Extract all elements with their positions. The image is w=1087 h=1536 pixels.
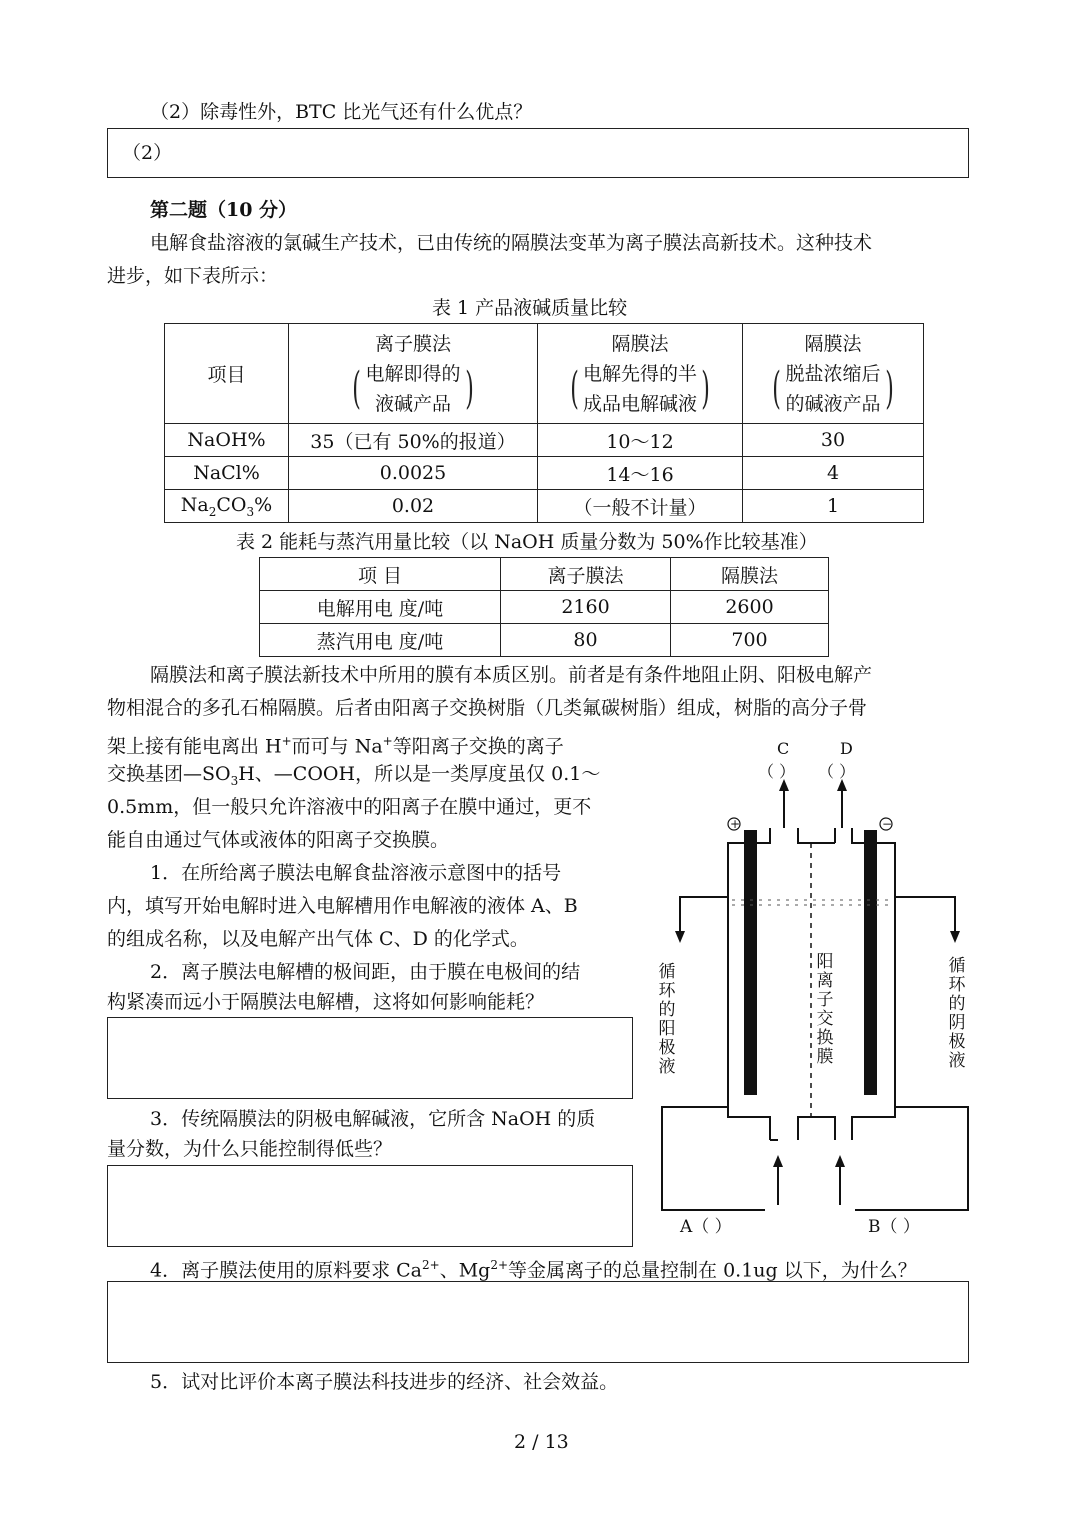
sup-2plus-a: 2+: [422, 1258, 440, 1272]
t2-r2-c1: 80: [501, 624, 671, 657]
sup-2plus-b: 2+: [490, 1258, 509, 1272]
minus-sign: −: [882, 817, 893, 831]
sub-so3: 3: [230, 773, 239, 788]
rv-0: 循: [948, 956, 966, 976]
arrow-b: [835, 1155, 845, 1167]
anode-plate: [744, 830, 757, 1095]
lv-2: 的: [658, 1000, 676, 1020]
t1-r3-c2: （一般不计量）: [538, 490, 743, 523]
paren-c[interactable]: （ ）: [758, 762, 796, 781]
t1-r2-c0: NaCl%: [165, 457, 289, 490]
answer-label: （2）: [122, 142, 173, 164]
lv-4: 极: [658, 1038, 676, 1058]
q3-line-1: 3．传统隔膜法的阴极电解碱液，它所含 NaOH 的质: [150, 1108, 596, 1130]
para-line-4: [107, 762, 600, 793]
para-l3a: 架上接有能电离出 H: [107, 735, 282, 758]
pct-text: %: [254, 493, 273, 516]
t1-r1-c1: 35（已有 50%的报道）: [289, 424, 538, 457]
para-line-5: 0.5mm，但一般只允许溶液中的阳离子在膜中通过，更不: [107, 796, 592, 818]
left-vertical-label: [656, 963, 678, 1077]
rv-1: 环: [948, 975, 966, 995]
t2-r1-c2: 2600: [671, 591, 829, 624]
arrow-right-out: [950, 931, 960, 943]
sup-plus-2: +: [382, 734, 393, 748]
t1-col1-l1: 电解即得的: [365, 362, 461, 385]
t2-h0: 项 目: [260, 558, 501, 591]
mv-5: 膜: [816, 1047, 834, 1067]
t1-col1-title: 离子膜法: [374, 332, 451, 355]
left-loop: [662, 1107, 765, 1210]
para-l4c: H、—COOH，所以是一类厚度虽仅 0.1～: [238, 763, 601, 785]
arrow-left-out: [675, 931, 685, 943]
t2-h1: 离子膜法: [501, 558, 671, 591]
answer-box-q3[interactable]: [107, 1165, 633, 1247]
t1-col0: 项目: [165, 324, 289, 424]
label-a[interactable]: A（ ）: [680, 1217, 732, 1237]
t1-r1-c3: 30: [743, 424, 924, 457]
table-2: [259, 557, 829, 657]
sub-3: 3: [246, 504, 255, 519]
q4-a: 4．离子膜法使用的原料要求 Ca: [150, 1259, 422, 1282]
q2-line-1: 2．离子膜法电解槽的极间距，由于膜在电极间的结: [150, 961, 581, 983]
table-1: [164, 323, 924, 523]
left-outflow: [680, 897, 728, 935]
q1-line-1: 1．在所给离子膜法电解食盐溶液示意图中的括号: [150, 862, 562, 884]
na-text: Na: [180, 493, 209, 516]
mv-2: 子: [816, 990, 834, 1010]
q4-e: 等金属离子的总量控制在 0.1ug 以下，为什么？: [508, 1259, 917, 1282]
mv-4: 换: [816, 1028, 834, 1048]
section-title: 第二题（10 分）: [150, 199, 298, 221]
arrow-a: [773, 1155, 783, 1167]
t1-col2-l1: 电解先得的半: [582, 362, 697, 385]
right-loop: [855, 1107, 968, 1210]
t1-r2-c2: 14～16: [538, 457, 743, 490]
label-c: C: [777, 739, 790, 758]
intro-line-2: 进步，如下表所示：: [107, 265, 279, 287]
t1-col3-l2: 的碱液产品: [785, 392, 881, 415]
rv-4: 极: [948, 1032, 966, 1052]
q1-line-3: 的组成名称，以及电解产出气体 C、D 的化学式。: [107, 928, 529, 950]
intro-line-1: 电解食盐溶液的氯碱生产技术，已由传统的隔膜法变革为离子膜法高新技术。这种技术: [150, 232, 873, 254]
mv-3: 交: [816, 1009, 834, 1029]
para-l3e: 等阳离子交换的离子: [392, 735, 564, 758]
t1-r1-c0: NaOH%: [165, 424, 289, 457]
t1-r1-c2: 10～12: [538, 424, 743, 457]
plus-sign: +: [730, 817, 741, 831]
q3-line-2: 量分数，为什么只能控制得低些？: [107, 1138, 393, 1160]
t2-h2: 隔膜法: [671, 558, 829, 591]
para-l3c: 而可与 Na: [291, 735, 383, 758]
mid-vertical-label: [814, 953, 836, 1067]
t2-r2-c2: 700: [671, 624, 829, 657]
lv-1: 环: [658, 981, 676, 1001]
rv-5: 液: [948, 1051, 966, 1071]
t1-r3-c3: 1: [743, 490, 924, 523]
t1-col3-title: 隔膜法: [804, 332, 862, 355]
label-d: D: [840, 739, 853, 758]
electrolysis-diagram: [650, 735, 980, 1245]
t1-r3-c0: [165, 490, 289, 523]
page-number: 2 / 13: [514, 1431, 569, 1453]
t1-col1: 离子膜法 ( 电解即得的 液碱产品 ): [289, 324, 538, 424]
lv-5: 液: [658, 1057, 676, 1077]
answer-box-q2[interactable]: [107, 1017, 633, 1099]
t2-r1-c1: 2160: [501, 591, 671, 624]
t1-r2-c3: 4: [743, 457, 924, 490]
table2-caption: 表 2 能耗与蒸汽用量比较（以 NaOH 质量分数为 50%作比较基准）: [236, 531, 818, 553]
cathode-plate: [864, 830, 877, 1095]
label-b[interactable]: B（ ）: [868, 1217, 920, 1237]
para-line-3: [107, 729, 564, 758]
q5-line: 5．试对比评价本离子膜法科技进步的经济、社会效益。: [150, 1371, 619, 1393]
table1-caption: 表 1 产品液碱质量比较: [432, 297, 628, 319]
mv-1: 离: [816, 971, 834, 991]
q4-c: 、Mg: [439, 1259, 491, 1282]
t2-r1-c0: 电解用电 度/吨: [260, 591, 501, 624]
t1-r2-c1: 0.0025: [289, 457, 538, 490]
answer-box-q4[interactable]: [107, 1281, 969, 1363]
t1-col2-title: 隔膜法: [611, 332, 669, 355]
co-text: CO: [216, 493, 247, 516]
para-line-1: 隔膜法和离子膜法新技术中所用的膜有本质区别。前者是有条件地阻止阴、阳极电解产: [150, 664, 873, 686]
tank-top-left-a: [798, 828, 808, 843]
q4-line: [150, 1253, 917, 1282]
para-line-6: 能自由通过气体或液体的阳离子交换膜。: [107, 829, 450, 851]
para-l4a: 交换基团—SO: [107, 763, 231, 785]
right-outflow: [895, 897, 955, 935]
paren-d[interactable]: （ ）: [818, 762, 856, 781]
q1-line-2: 内，填写开始电解时进入电解槽用作电解液的液体 A、B: [107, 895, 578, 917]
q2-line-2: 构紧凑而远小于隔膜法电解槽，这将如何影响能耗？: [107, 991, 545, 1013]
right-vertical-label: [946, 957, 968, 1071]
rv-2: 的: [948, 994, 966, 1014]
t1-col2-l2: 成品电解碱液: [582, 392, 697, 415]
t1-col3-l1: 脱盐浓缩后: [785, 362, 881, 385]
t1-r3-c1: 0.02: [289, 490, 538, 523]
rv-3: 阴: [948, 1013, 966, 1033]
lv-3: 阳: [658, 1019, 676, 1039]
lv-0: 循: [658, 962, 676, 982]
t1-col1-l2: 液碱产品: [374, 392, 451, 415]
t2-r2-c0: 蒸汽用电 度/吨: [260, 624, 501, 657]
mv-0: 阳: [816, 952, 834, 972]
t1-col3: 隔膜法 ( 脱盐浓缩后 的碱液产品 ): [743, 324, 924, 424]
sub-2: 2: [208, 504, 217, 519]
t1-col2: 隔膜法 ( 电解先得的半 成品电解碱液 ): [538, 324, 743, 424]
para-line-2: 物相混合的多孔石棉隔膜。后者由阳离子交换树脂（几类氟碳树脂）组成，树脂的高分子骨: [107, 697, 868, 719]
answer-box-prev[interactable]: [107, 128, 969, 178]
sup-plus-1: +: [281, 734, 292, 748]
prev-question: （2）除毒性外，BTC 比光气还有什么优点？: [150, 101, 533, 123]
